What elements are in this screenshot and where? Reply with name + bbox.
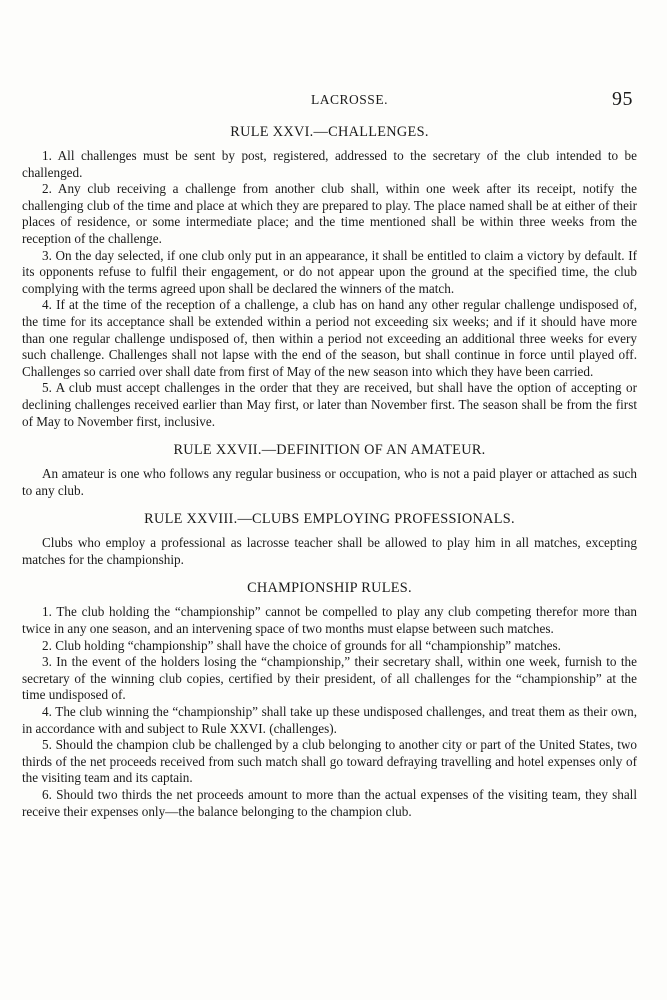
section-heading: CHAMPIONSHIP RULES. — [247, 580, 412, 597]
paragraph: 5. Should the champion club be challenged by a club belonging to another city or part of the United States, two thirds of the net proceeds received from such match shall go toward defraying travelling and hotel expenses only of the visiting team and its captain. — [22, 737, 637, 786]
running-head — [22, 88, 637, 114]
book-page — [22, 88, 637, 820]
paragraph: Clubs who employ a professional as lacrosse teacher shall be allowed to play him in all matches, excepting matches for the championship. — [22, 535, 637, 567]
rule-xxvii-section — [22, 442, 637, 499]
paragraph: 1. The club holding the “championship” cannot be compelled to play any club competing therefor more than twice in any one season, and an intervening space of two months must elapse between such matches. — [22, 604, 637, 637]
page-number: 95 — [612, 88, 633, 110]
section-heading: RULE XXVII.—DEFINITION OF AN AMATEUR. — [173, 442, 486, 459]
paragraph: 5. A club must accept challenges in the order that they are received, but shall have the option of accepting or declining challenges received earlier than May first, or later than November first. The season shall be from the first of May to November first, inclusive. — [22, 380, 637, 429]
paragraph: 3. In the event of the holders losing the “championship,” their secretary shall, within one week, furnish to the secretary of the winning club copies, certified by their president, of all challenges for the “championship” at the time undisposed of. — [22, 654, 637, 703]
section-heading: RULE XXVIII.—CLUBS EMPLOYING PROFESSIONALS. — [144, 511, 515, 528]
paragraph: An amateur is one who follows any regular business or occupation, who is not a paid player or attached as such to any club. — [22, 466, 637, 498]
paragraph: 6. Should two thirds the net proceeds amount to more than the actual expenses of the visiting team, they shall receive their expenses only—the balance belonging to the champion club. — [22, 787, 637, 819]
championship-rules-section — [22, 580, 637, 820]
rule-xxvi-section — [22, 124, 637, 430]
section-heading: RULE XXVI.—CHALLENGES. — [230, 124, 429, 140]
paragraph: 4. If at the time of the reception of a challenge, a club has on hand any other regular challenge undisposed of, the time for its acceptance shall be extended within a period not exceeding six weeks; and if it should have more than one regular challenge undisposed of, then within a period not exceeding an additional three weeks for every such challenge. Challenges shall not lapse with the end of the season, but shall continue in force until played off. Challenges so carried over shall date from first of May of the new season into which they have been carried. — [22, 297, 637, 379]
running-title: LACROSSE. — [311, 92, 388, 107]
paragraph: 3. On the day selected, if one club only put in an appearance, it shall be entitled to claim a victory by default. If its opponents refuse to fulfil their engagement, or do not appear upon the ground at the specified time, the club complying with the terms agreed upon shall be declared the winners of the match. — [22, 247, 637, 296]
rule-xxviii-section — [22, 511, 637, 568]
paragraph: 2. Any club receiving a challenge from another club shall, within one week after its receipt, notify the challenging club of the time and place at which they are prepared to play. The place named shall be at either of their places of residence, or some intermediate place; and the time mentioned shall be within three weeks from the reception of the challenge. — [22, 181, 637, 246]
paragraph: 2. Club holding “championship” shall have the choice of grounds for all “championship” matches. — [42, 637, 561, 653]
paragraph: 4. The club winning the “championship” shall take up these undisposed challenges, and treat them as their own, in accordance with and subject to Rule XXVI. (challenges). — [22, 704, 637, 736]
paragraph: 1. All challenges must be sent by post, registered, addressed to the secretary of the club intended to be challenged. — [22, 148, 637, 180]
